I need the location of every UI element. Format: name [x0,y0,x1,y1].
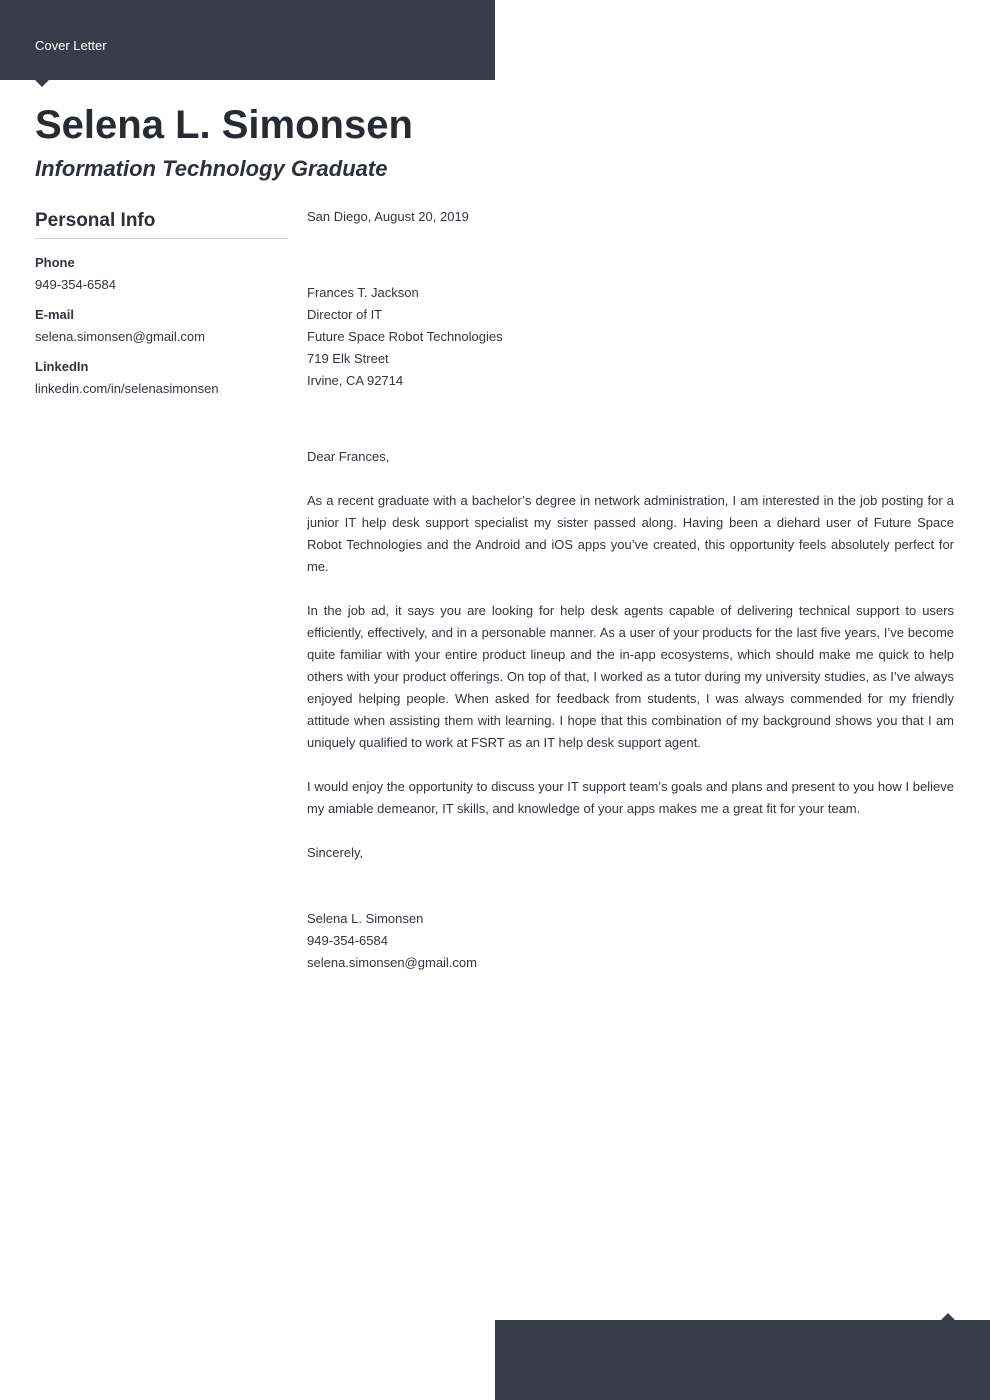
recipient-block [307,282,954,392]
linkedin-value: linkedin.com/in/selenasimonsen [35,381,219,396]
salutation: Dear Frances, [307,449,390,464]
header-notch-marker [35,80,49,87]
letter-date: San Diego, August 20, 2019 [307,209,469,224]
signature-block [307,908,954,974]
body-paragraph-3: I would enjoy the opportunity to discuss your IT support team’s goals and plans and present to you how I believe my amiable demeanor, IT skills, and knowledge of your apps makes me a great fit for your team. [307,779,954,816]
body-paragraph-2: In the job ad, it says you are looking for help desk agents capable of delivering technical support to users efficiently, effectively, and in a personable manner. As a user of your products for the last five years, I’ve become quite familiar with your entire product lineup and the in-app ecosystems, which should make me quick to help others with your product offerings. On top of that, I worked as a tutor during my university studies, as I’ve always enjoyed helping people. When asked for feedback from students, I was always commended for my friendly attitude when assisting them with learning. I hope that this combination of my background shows you that I am uniquely qualified to work at FSRT as an IT help desk support agent. [307,603,954,750]
letter-body [307,206,954,974]
personal-info-heading: Personal Info [35,209,288,239]
signature-phone: 949-354-6584 [307,933,388,948]
personal-info-sidebar [35,209,288,400]
applicant-job-title: Information Technology Graduate [35,156,388,181]
signature-name: Selena L. Simonsen [307,911,424,926]
recipient-name: Frances T. Jackson [307,285,419,300]
recipient-company: Future Space Robot Technologies [307,329,503,344]
recipient-title: Director of IT [307,307,383,322]
body-paragraph-1: As a recent graduate with a bachelor’s degree in network administration, I am interested in the job posting for a junior IT help desk support specialist my sister passed along. Having been a diehard user of Future Space Robot Technologies and the Android and iOS apps you’ve created, this opportunity feels absolutely perfect for me. [307,493,954,574]
linkedin-info [35,356,288,400]
footer-notch-marker [941,1313,955,1320]
applicant-name: Selena L. Simonsen [35,103,413,147]
recipient-city: Irvine, CA 92714 [307,373,404,388]
phone-info [35,252,288,296]
phone-label: Phone [35,255,75,270]
linkedin-label: LinkedIn [35,359,89,374]
phone-value: 949-354-6584 [35,277,116,292]
email-info [35,304,288,348]
closing: Sincerely, [307,845,364,860]
recipient-street: 719 Elk Street [307,351,389,366]
footer-band [495,1320,990,1400]
email-value: selena.simonsen@gmail.com [35,329,205,344]
header-band [0,0,495,80]
signature-email: selena.simonsen@gmail.com [307,955,477,970]
email-label: E-mail [35,307,75,322]
document-type-label: Cover Letter [35,38,107,53]
